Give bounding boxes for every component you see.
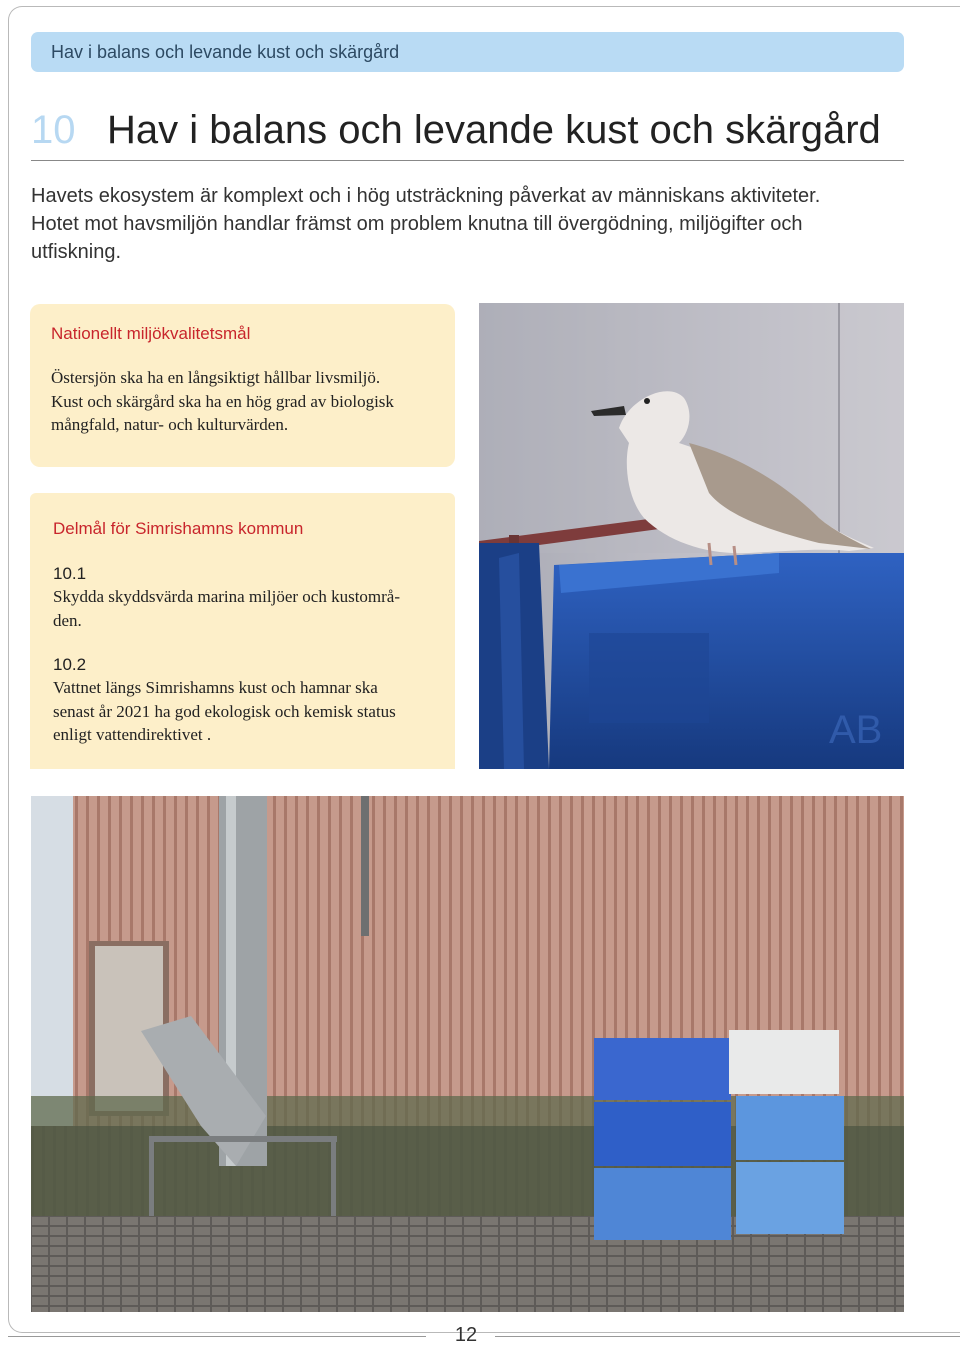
chapter-title: Hav i balans och levande kust och skärgård [107,108,881,152]
crate-stack-left [594,1038,731,1240]
goal-line: enligt vattendirektivet . [53,725,212,744]
goal-line: Skydda skyddsvärda marina miljöer och kustområ- [53,587,401,606]
intro-line: Hotet mot havsmiljön handlar främst om problem knutna till övergödning, miljögifter och [31,213,803,235]
crate-stack-right [729,1030,844,1234]
footer-line-left [8,1336,426,1337]
goal-line: Vattnet längs Simrishamns kust och hamnar ska [53,678,378,697]
goal-text [53,585,400,632]
national-goal-line: mångfald, natur- och kulturvärden. [51,415,289,434]
header-banner-title: Hav i balans och levande kust och skärgård [51,42,400,62]
harbor-photo [31,796,904,1312]
national-goal-box [30,304,455,467]
local-goals-box [30,493,455,769]
goal-text [53,676,396,747]
svg-text:AB: AB [829,708,883,752]
intro-line: utfiskning. [31,241,122,263]
intro-paragraph [31,182,904,266]
footer-line-right [495,1336,960,1337]
title-divider [31,160,904,161]
page-number: 12 [454,1324,478,1346]
national-goal-text [51,366,394,437]
header-banner [31,32,904,72]
chapter-number: 10 [31,108,76,152]
national-goal-heading: Nationellt miljökvalitetsmål [51,324,251,343]
goal-number: 10.1 [53,564,87,583]
goal-line: senast år 2021 ha god ekologisk och kemisk status [53,701,396,721]
national-goal-line: Östersjön ska ha en långsiktigt hållbar livsmiljö. [51,368,381,387]
local-goals-heading: Delmål för Simrishamns kommun [53,519,304,538]
seagull-photo [479,303,904,769]
national-goal-line: Kust och skärgård ska ha en hög grad av biologisk [51,391,394,411]
goal-line: den. [53,610,82,630]
goal-number: 10.2 [53,655,87,674]
intro-line: Havets ekosystem är komplext och i hög utsträckning påverkat av människans aktiviteter. [31,185,821,207]
